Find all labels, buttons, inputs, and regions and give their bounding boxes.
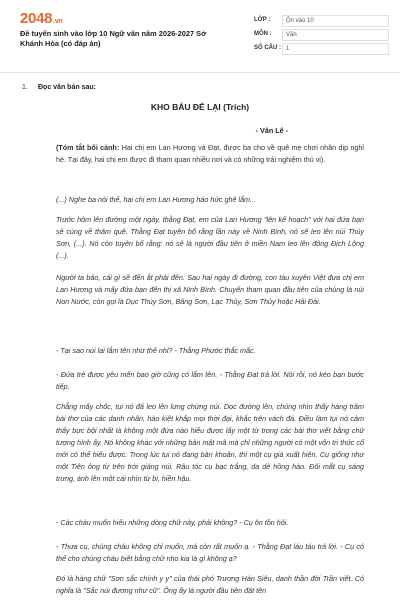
story-paragraph: (...) Nghe ba nói thế, hai chị em Lan Hương háo hức ghê lắm... [56, 195, 257, 204]
summary-text: Hai chị em Lan Hương và Đạt, được ba cho về quê mẹ chơi nhân dịp nghỉ hè. Tại đây, hai chị em được đi tham quan nhiều nơi và có những trải nghiệm thú vị). [56, 143, 364, 164]
meta-subject-label: MÔN : [254, 31, 272, 37]
meta-subject-row [252, 28, 386, 42]
story-paragraph: - Đứa trẻ được yêu mến bao giờ cũng có lắm tên. - Thằng Đạt trả lời. Nói rồi, nó kéo bạn bước tiếp. [56, 370, 364, 391]
question-heading: Đọc văn bản sau: [38, 84, 96, 91]
story-paragraph: Người ta bảo, cái gì sẽ đến ắt phải đến. Sau hai ngày đi đường, con tàu xuyên Việt đưa chị em Lan Hương và mấy đứa bạn đến thị xã Ninh Bình. Chuyến tham quan đầu tiên của chúng là núi Non Nước, còn gọi là Dục Thúy Sơn, Băng Sơn, Lạc Thủy, Sơn Thủy hoặc Hải Đài. [56, 273, 364, 306]
meta-class-row [252, 14, 386, 28]
exam-meta [252, 14, 386, 56]
meta-count-label: SỐ CÂU : [254, 45, 281, 51]
story-paragraph: Trước hôm lên đường một ngày, thằng Đạt, em của Lan Hương "lên kế hoạch" với hai đứa bạn sẽ cùng về thăm quê. Thằng Đạt tuyên bố rằng lần này về Ninh Bình, nó sẽ leo lên núi Thúy Sơn, (...). Nó còn tuyên bố rằng: nó sẽ là người đầu tiên ở miền Nam leo lên động Địch Lộng (...). [56, 215, 364, 260]
meta-class-value: Ôn vào 10 [282, 15, 389, 27]
story-paragraph: - Tại sao núi lại lắm tên như thế nhỉ? - Thằng Phước thắc mắc. [56, 346, 256, 355]
meta-count-value: 1 [282, 43, 389, 55]
site-logo[interactable] [20, 10, 62, 27]
story-paragraph: - Các cháu muốn hiểu những dòng chữ này, phải không? - Cụ ôn tồn hỏi. [56, 518, 289, 527]
story-paragraph: - Thưa cụ, chúng cháu không chỉ muốn, mà còn rất muốn ạ. - Thằng Đạt láu táu trả lời. - Cụ có thể cho chúng cháu biết bằng chữ nho kia là gì không ạ? [56, 542, 364, 563]
meta-count-row [252, 42, 386, 56]
summary-paragraph [56, 142, 364, 166]
story-author: - Văn Lê - [255, 126, 288, 135]
meta-class-label: LỚP : [254, 17, 271, 23]
story-paragraph: Đó là hàng chữ "Sơn sắc chính y y" của thái phó Trương Hán Siêu, danh thần đời Trần viết. Có nghĩa là "Sắc núi đương như cũ". Ông ấy là người đầu tiên đặt tên [56, 574, 364, 595]
meta-subject-value: Văn [282, 29, 389, 41]
summary-label: (Tóm tắt bối cảnh: [56, 143, 120, 152]
logo-text: 2048 [20, 10, 53, 27]
page-header [0, 0, 400, 72]
question-number: 1. [22, 84, 28, 91]
question-content [0, 78, 400, 600]
logo-domain: .vn [53, 18, 63, 25]
story-paragraph: Chẳng mấy chốc, tụi nó đã leo lên lưng chừng núi. Dọc đường lên, chúng nhìn thấy hàng trăm bài thơ của các danh nhân, hào kiệt khắp mọi thời đại, khắc trên vách đá. Điều làm tụi nó cảm thấy bực bội nhất là không một đứa nào hiểu được lấy một từ trong các bài thơ viết bằng chữ tượng hình ấy. Nó không khác với những bản mật mã mà chỉ những người có một vốn tri thức cổ mới có thể hiểu được. Trong lúc tụi nó đang băn khoăn, thì một cụ già xuất hiện. Cụ giống như một Tiên ông từ trên trời giáng núi. Râu tóc cụ bạc trắng, da dẻ hồng hào. Đôi mắt cụ sáng trưng, ánh lên một cái nhìn từ bi, hiền hậu. [56, 402, 364, 483]
exam-title: Đề tuyển sinh vào lớp 10 Ngữ văn năm 2026-2027 Sở Khánh Hòa (có đáp án) [20, 29, 207, 48]
header-divider [0, 72, 400, 73]
story-title: KHO BÁU ĐỂ LẠI (Trích) [150, 102, 250, 112]
